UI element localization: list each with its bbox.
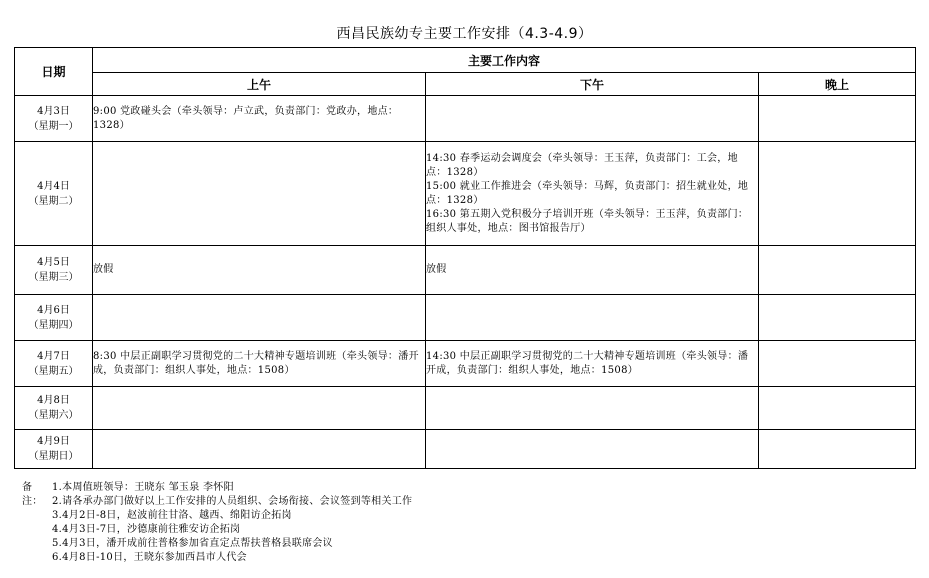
afternoon-cell [426,295,759,341]
afternoon-event: 14:30 春季运动会调度会（牵头领导：王玉萍，负责部门：工会，地点：1328） [426,152,738,178]
date-label: 4月5日 [37,257,70,268]
afternoon-event: 16:30 第五期入党积极分子培训开班（牵头领导：王玉萍，负责部门：组织人事处，地点：图书馆报告厅） [426,208,749,234]
weekday-label: （星期二） [28,195,79,207]
page-title: 西昌民族幼专主要工作安排（4.3-4.9） [336,26,593,42]
day-cell [15,341,93,387]
morning-cell [93,246,426,295]
schedule-table [14,47,916,469]
weekday-label: （星期五） [28,365,79,377]
weekday-label: （星期日） [28,451,79,462]
evening-cell [759,96,916,142]
schedule-row [15,341,916,387]
evening-cell [759,246,916,295]
schedule-row [15,96,916,142]
date-label: 4月6日 [37,304,70,316]
afternoon-cell [426,246,759,295]
morning-cell [93,96,426,142]
morning-cell [93,295,426,341]
day-cell [15,295,93,341]
note-item: 5.4月3日，潘开成前往普格参加省直定点帮扶普格县联席会议 [52,538,333,549]
date-label: 4月8日 [37,395,70,406]
date-label: 4月9日 [37,436,70,447]
day-cell [15,246,93,295]
date-header: 日期 [15,48,93,96]
morning-event: 8:30 中层正副职学习贯彻党的二十大精神专题培训班（牵头领导：潘开成，负责部门：组织人事处，地点：1508） [93,350,419,376]
day-cell [15,96,93,142]
afternoon-event: 15:00 就业工作推进会（牵头领导：马辉，负责部门：招生就业处，地点：1328） [426,180,749,206]
evening-cell [759,142,916,246]
afternoon-event: 14:30 中层正副职学习贯彻党的二十大精神专题培训班（牵头领导：潘开成，负责部门：组织人事处，地点：1508） [426,350,749,376]
day-cell [15,430,93,469]
morning-header: 上午 [93,73,426,96]
note-item: 3.4月2日-8日，赵波前往甘洛、越西、绵阳访企拓岗 [52,510,292,521]
main-content-header: 主要工作内容 [93,48,916,73]
note-item: 1.本周值班领导：王晓东 邹玉泉 李怀阳 [52,482,234,493]
schedule-row [15,430,916,469]
afternoon-cell [426,96,759,142]
afternoon-event: 放假 [426,264,447,275]
evening-cell [759,430,916,469]
evening-header: 晚上 [759,73,916,96]
note-item: 6.4月8日-10日，王晓东参加西昌市人代会 [52,552,247,563]
notes-section [22,481,412,565]
day-cell [15,142,93,246]
schedule-row [15,295,916,341]
notes-label: 备注： [22,482,43,507]
weekday-label: （星期一） [28,120,79,132]
afternoon-cell [426,430,759,469]
weekday-label: （星期六） [28,410,79,421]
afternoon-cell [426,341,759,387]
date-label: 4月7日 [37,350,70,362]
note-item: 4.4月3日-7日，沙德康前往雅安访企拓岗 [52,524,241,535]
weekday-label: （星期四） [28,319,79,331]
evening-cell [759,295,916,341]
schedule-row [15,142,916,246]
morning-cell [93,387,426,430]
morning-cell [93,341,426,387]
afternoon-cell [426,142,759,246]
day-cell [15,387,93,430]
note-item: 2.请各承办部门做好以上工作安排的人员组织、会场衔接、会议签到等相关工作 [52,496,413,507]
weekday-label: （星期三） [28,272,79,283]
date-label: 4月4日 [37,180,70,192]
afternoon-cell [426,387,759,430]
evening-cell [759,341,916,387]
morning-event: 9:00 党政碰头会（牵头领导：卢立武，负责部门：党政办，地点：1328） [93,105,399,131]
morning-cell [93,142,426,246]
afternoon-header: 下午 [426,73,759,96]
evening-cell [759,387,916,430]
date-label: 4月3日 [37,105,70,117]
schedule-row [15,387,916,430]
schedule-row [15,246,916,295]
morning-cell [93,430,426,469]
morning-event: 放假 [93,264,114,275]
